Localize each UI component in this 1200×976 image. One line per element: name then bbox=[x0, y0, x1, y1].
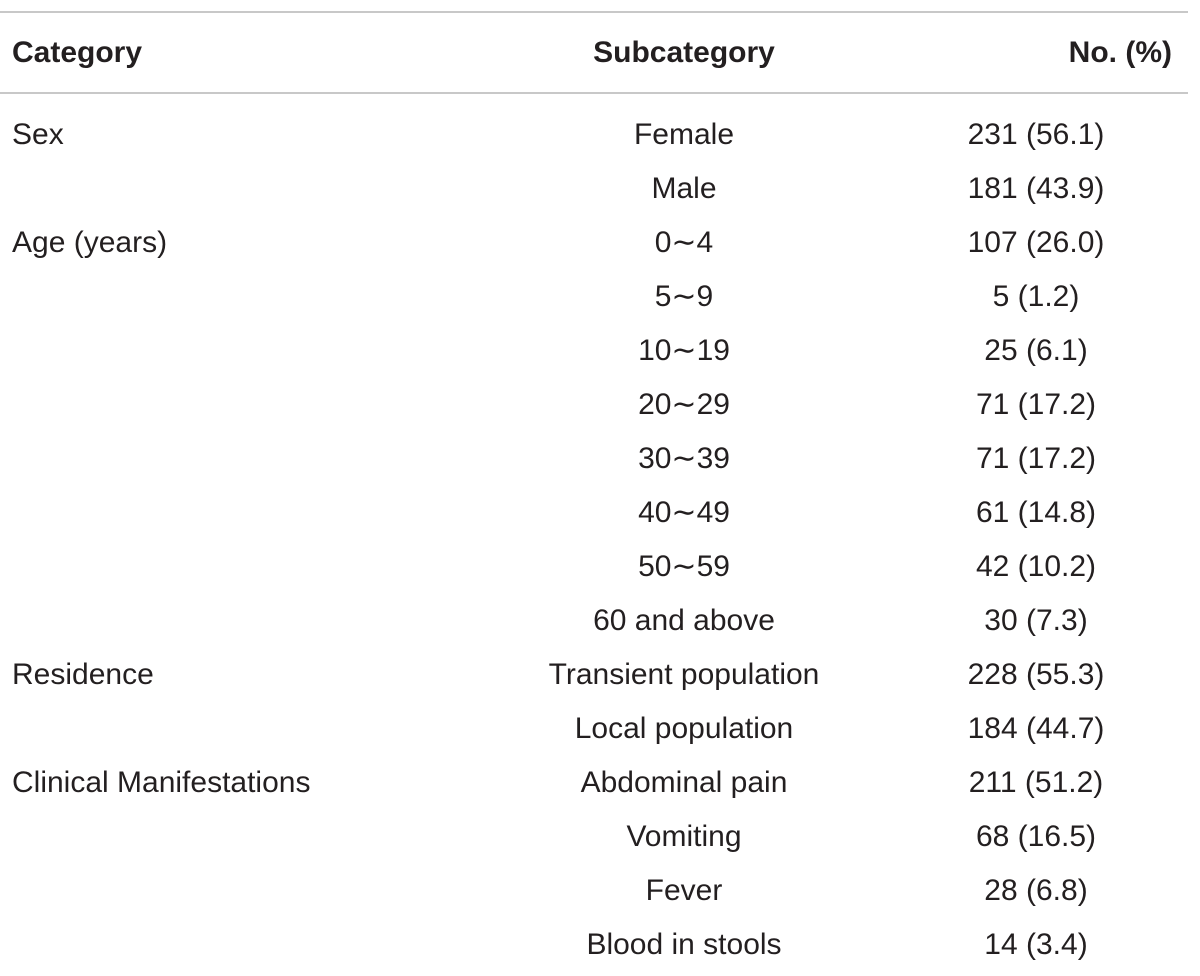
table-row bbox=[0, 378, 1188, 432]
category-cell: Sex bbox=[12, 118, 64, 151]
subcategory-cell: Abdominal pain bbox=[580, 766, 788, 799]
table-row bbox=[0, 648, 1188, 702]
subcategory-cell: 5∼9 bbox=[654, 280, 714, 313]
header-subcategory: Subcategory bbox=[593, 36, 775, 69]
subcategory-cell: Transient population bbox=[548, 658, 820, 691]
count-cell: 211 (51.2) bbox=[968, 766, 1104, 799]
count-cell: 42 (10.2) bbox=[975, 550, 1097, 583]
table-row bbox=[0, 270, 1188, 324]
category-cell: Clinical Manifestations bbox=[12, 766, 311, 799]
table-row bbox=[0, 918, 1188, 972]
header-rule bbox=[0, 92, 1188, 94]
subcategory-cell: 60 and above bbox=[593, 604, 775, 637]
table-row bbox=[0, 486, 1188, 540]
table-row bbox=[0, 324, 1188, 378]
table-row bbox=[0, 702, 1188, 756]
subcategory-cell: Male bbox=[651, 172, 717, 205]
count-cell: 68 (16.5) bbox=[975, 820, 1097, 853]
count-cell: 231 (56.1) bbox=[967, 118, 1105, 151]
subcategory-cell: Vomiting bbox=[626, 820, 742, 853]
count-cell: 71 (17.2) bbox=[975, 388, 1097, 421]
subcategory-cell: Fever bbox=[645, 874, 723, 907]
table-row bbox=[0, 432, 1188, 486]
header-category: Category bbox=[12, 36, 143, 69]
count-cell: 25 (6.1) bbox=[984, 334, 1088, 367]
table-row bbox=[0, 162, 1188, 216]
header-count: No. (%) bbox=[1068, 36, 1172, 69]
count-cell: 71 (17.2) bbox=[975, 442, 1097, 475]
subcategory-cell: Blood in stools bbox=[586, 928, 782, 961]
subcategory-cell: 0∼4 bbox=[654, 226, 714, 259]
count-cell: 181 (43.9) bbox=[967, 172, 1105, 205]
subcategory-cell: Female bbox=[633, 118, 735, 151]
subcategory-cell: Local population bbox=[574, 712, 794, 745]
count-cell: 28 (6.8) bbox=[984, 874, 1088, 907]
table-header bbox=[0, 13, 1188, 92]
count-cell: 61 (14.8) bbox=[975, 496, 1097, 529]
subcategory-cell: 40∼49 bbox=[638, 496, 730, 529]
count-cell: 107 (26.0) bbox=[967, 226, 1105, 259]
subcategory-cell: 20∼29 bbox=[638, 388, 730, 421]
count-cell: 5 (1.2) bbox=[992, 280, 1080, 313]
count-cell: 228 (55.3) bbox=[967, 658, 1105, 691]
category-cell: Age (years) bbox=[12, 226, 168, 259]
table-row bbox=[0, 810, 1188, 864]
table-row bbox=[0, 216, 1188, 270]
category-cell: Residence bbox=[12, 658, 154, 691]
table-row bbox=[0, 594, 1188, 648]
table-body bbox=[0, 108, 1188, 972]
count-cell: 184 (44.7) bbox=[967, 712, 1105, 745]
table-row bbox=[0, 756, 1188, 810]
table-row bbox=[0, 864, 1188, 918]
subcategory-cell: 10∼19 bbox=[638, 334, 730, 367]
count-cell: 30 (7.3) bbox=[984, 604, 1088, 637]
table-row bbox=[0, 540, 1188, 594]
count-cell: 14 (3.4) bbox=[984, 928, 1088, 961]
subcategory-cell: 50∼59 bbox=[638, 550, 730, 583]
subcategory-cell: 30∼39 bbox=[638, 442, 730, 475]
table-row bbox=[0, 108, 1188, 162]
